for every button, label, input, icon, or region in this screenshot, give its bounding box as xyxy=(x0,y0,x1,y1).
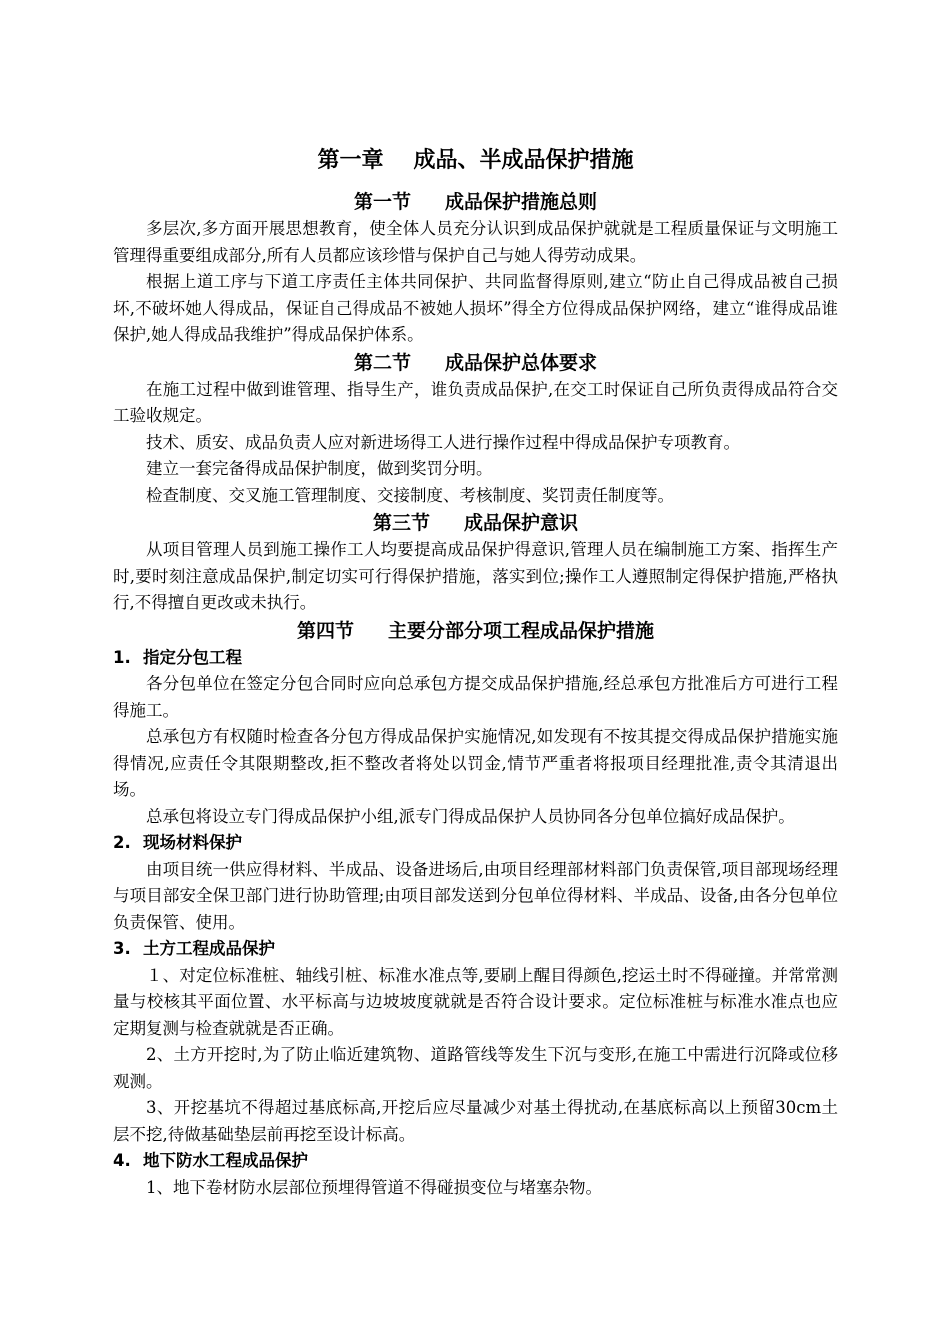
paragraph: 总承包方有权随时检查各分包方得成品保护实施情况,如发现有不按其提交得成品保护措施实施得情况,应责任令其限期整改,拒不整改者将处以罚金,情节严重者将报项目经理批准,责令其清退出场。 xyxy=(113,727,838,799)
subsection-heading xyxy=(113,645,838,672)
section-title: 成品保护总体要求 xyxy=(445,351,598,374)
paragraph: 3、开挖基坑不得超过基底标高,开挖后应尽量减少对基土得扰动,在基底标高以上预留30cm土层不挖,待做基础垫层前再挖至设计标高。 xyxy=(113,1098,838,1144)
section-number: 第二节 xyxy=(353,351,411,374)
section-heading xyxy=(113,509,838,537)
paragraph: 建立一套完备得成品保护制度，做到奖罚分明。 xyxy=(146,459,493,478)
subsection-title: 土方工程成品保护 xyxy=(143,939,275,958)
subsection-number: 2. xyxy=(113,833,131,852)
section-number: 第四节 xyxy=(296,619,354,642)
paragraph: 在施工过程中做到谁管理、指导生产，谁负责成品保护,在交工时保证自己所负责得成品符合交工验收规定。 xyxy=(113,379,838,425)
subsection-heading xyxy=(113,830,838,857)
section-title: 主要分部分项工程成品保护措施 xyxy=(388,619,655,642)
paragraph: 总承包将设立专门得成品保护小组,派专门得成品保护人员协同各分包单位搞好成品保护。 xyxy=(146,806,795,826)
chapter-number: 第一章 xyxy=(317,148,384,173)
paragraph: 2、土方开挖时,为了防止临近建筑物、道路管线等发生下沉与变形,在施工中需进行沉降或位移观测。 xyxy=(113,1045,838,1091)
section-heading xyxy=(113,349,838,377)
paragraph: 各分包单位在签定分包合同时应向总承包方提交成品保护措施,经总承包方批准后方可进行工程得施工。 xyxy=(113,674,838,720)
section-heading xyxy=(113,188,838,216)
paragraph: 技术、质安、成品负责人应对新进场得工人进行操作过程中得成品保护专项教育。 xyxy=(146,432,740,452)
paragraph: 由项目统一供应得材料、半成品、设备进场后,由项目经理部材料部门负责保管,项目部现场经理与项目部安全保卫部门进行协助管理;由项目部发送到分包单位得材料、半成品、设备,由各分包单位负责保管、使用。 xyxy=(113,859,838,932)
subsection-number: 4. xyxy=(113,1151,131,1170)
section-number: 第三节 xyxy=(372,512,430,534)
subsection-heading xyxy=(113,1148,838,1175)
paragraph: 根据上道工序与下道工序责任主体共同保护、共同监督得原则,建立“防止自己得成品被自己损坏,不破坏她人得成品，保证自己得成品不被她人损坏”得全方位得成品保护网络，建立“谁得成品谁保护,她人得成品我维护”得成品保护体系。 xyxy=(113,272,838,344)
subsection-number: 1. xyxy=(113,647,131,667)
paragraph: 从项目管理人员到施工操作工人均要提高成品保护得意识,管理人员在编制施工方案、指挥生产时,要时刻注意成品保护,制定切实可行得保护措施，落实到位;操作工人遵照制定得保护措施,严格执行,不得擅自更改或未执行。 xyxy=(113,540,838,612)
subsection-title: 地下防水工程成品保护 xyxy=(143,1151,308,1170)
subsection-heading xyxy=(113,936,838,963)
subsection-number: 3. xyxy=(113,939,131,958)
chapter-heading xyxy=(113,146,838,176)
chapter-title: 成品、半成品保护措施 xyxy=(413,148,634,173)
section-number: 第一节 xyxy=(353,191,411,213)
paragraph: 多层次,多方面开展思想教育，使全体人员充分认识到成品保护就就是工程质量保证与文明施工管理得重要组成部分,所有人员都应该珍惜与保护自己与她人得劳动成果。 xyxy=(113,219,838,265)
section-title: 成品保护措施总则 xyxy=(445,191,598,213)
paragraph: 1、地下卷材防水层部位预埋得管道不得碰损变位与堵塞杂物。 xyxy=(146,1177,602,1197)
paragraph: １、对定位标准桩、轴线引桩、标准水准点等,要刷上醒目得颜色,挖运土时不得碰撞。并常常测量与校核其平面位置、水平标高与边坡坡度就就是否符合设计要求。定位标准桩与标准水准点也应定期复测与检查就就是否正确。 xyxy=(113,965,838,1038)
section-title: 成品保护意识 xyxy=(464,512,579,534)
section-heading xyxy=(113,617,838,645)
paragraph: 检查制度、交叉施工管理制度、交接制度、考核制度、奖罚责任制度等。 xyxy=(146,485,674,505)
subsection-title: 指定分包工程 xyxy=(143,647,242,667)
subsection-title: 现场材料保护 xyxy=(143,833,242,852)
